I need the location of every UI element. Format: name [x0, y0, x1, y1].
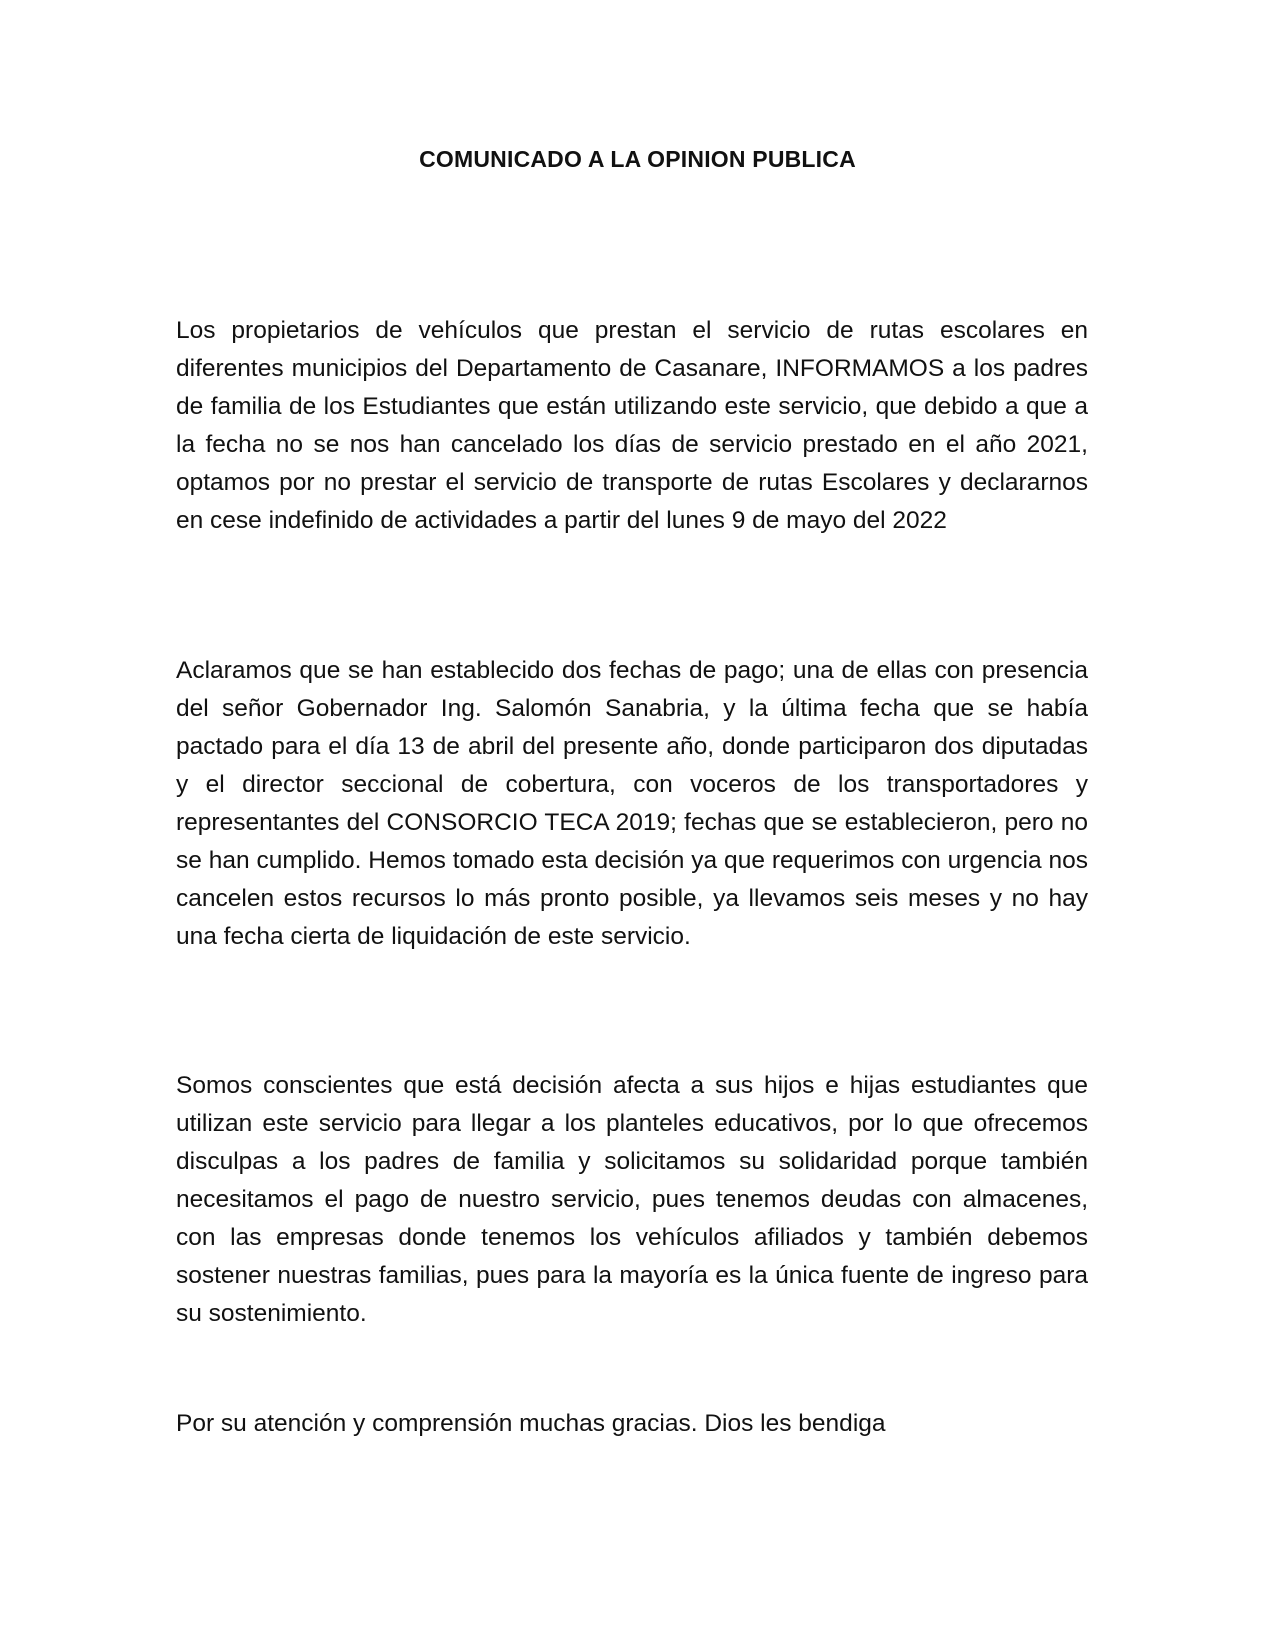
- paragraph-announcement: Los propietarios de vehículos que prestan el servicio de rutas escolares en diferentes municipios del Departamento de Casanare, INFORMAMOS a los padres de familia de los Estudiantes que están utilizando este servicio, que debido a que a la fecha no se nos han cancelado los días de servicio prestado en el año 2021, optamos por no prestar el servicio de transporte de rutas Escolares y declararnos en cese indefinido de actividades a partir del lunes 9 de mayo del 2022: [176, 317, 1088, 534]
- paragraph-apology: Somos conscientes que está decisión afecta a sus hijos e hijas estudiantes que utilizan este servicio para llegar a los planteles educativos, por lo que ofrecemos disculpas a los padres de familia y solicitamos su solidaridad porque también necesitamos el pago de nuestro servicio, pues tenemos deudas con almacenes, con las empresas donde tenemos los vehículos afiliados y también debemos sostener nuestras familias, pues para la mayoría es la única fuente de ingreso para su sostenimiento.: [176, 1072, 1088, 1327]
- paragraph-payment-dates: Aclaramos que se han establecido dos fechas de pago; una de ellas con presencia del señor Gobernador Ing. Salomón Sanabria, y la última fecha que se había pactado para el día 13 de abril del presente año, donde participaron dos diputadas y el director seccional de cobertura, con voceros de los transportadores y representantes del CONSORCIO TECA 2019; fechas que se establecieron, pero no se han cumplido. Hemos tomado esta decisión ya que requerimos con urgencia nos cancelen estos recursos lo más pronto posible, ya llevamos seis meses y no hay una fecha cierta de liquidación de este servicio.: [176, 657, 1088, 950]
- document-title: COMUNICADO A LA OPINION PUBLICA: [419, 146, 856, 172]
- paragraph-closing: Por su atención y comprensión muchas gracias. Dios les bendiga: [176, 1410, 886, 1437]
